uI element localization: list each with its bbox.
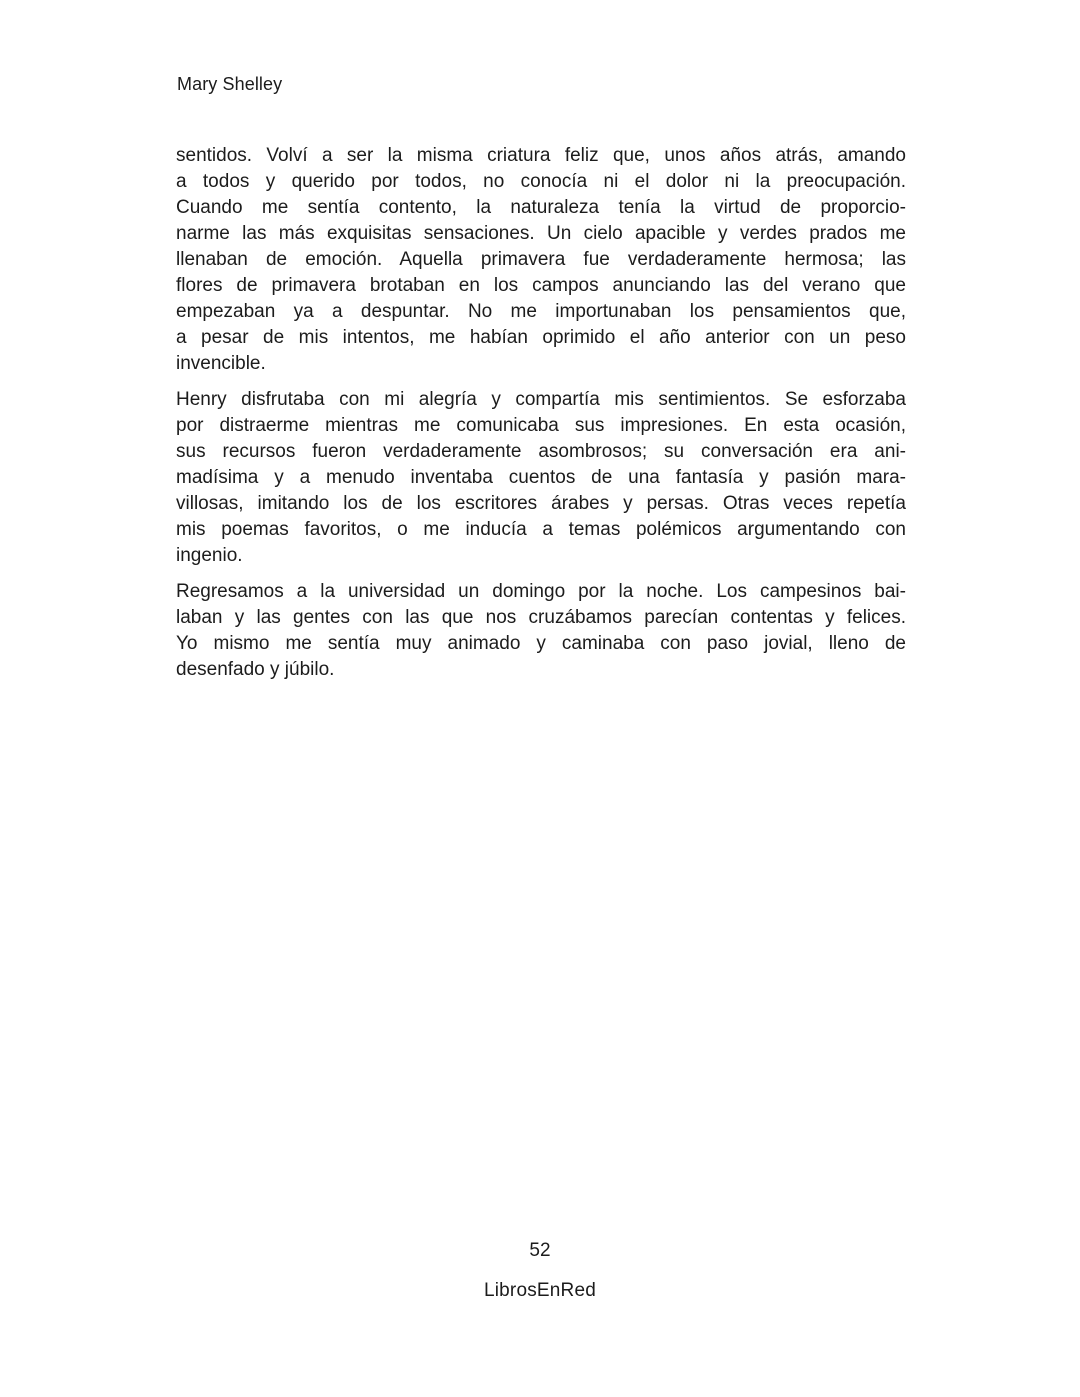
text-line: flores de primavera brotaban en los campos anunciando las del verano que xyxy=(176,275,906,296)
text-line: sentidos. Volví a ser la misma criatura feliz que, unos años atrás, amando xyxy=(176,145,906,166)
text-line: empezaban ya a despuntar. No me importunaban los pensamientos que, xyxy=(176,301,906,322)
text-line: ingenio. xyxy=(176,545,243,566)
text-line: madísima y a menudo inventaba cuentos de una fantasía y pasión mara- xyxy=(176,467,906,488)
text-line: a todos y querido por todos, no conocía ni el dolor ni la preocupación. xyxy=(176,171,906,192)
paragraph xyxy=(176,143,906,377)
paragraph xyxy=(176,387,906,569)
text-line: sus recursos fueron verdaderamente asombrosos; su conversación era ani- xyxy=(176,441,906,462)
text-line: a pesar de mis intentos, me habían oprimido el año anterior con un peso xyxy=(176,327,906,348)
text-line: Yo mismo me sentía muy animado y caminaba con paso jovial, lleno de xyxy=(176,633,906,654)
text-line: desenfado y júbilo. xyxy=(176,659,335,680)
body-text xyxy=(176,143,906,693)
text-line: villosas, imitando los de los escritores árabes y persas. Otras veces repetía xyxy=(176,493,906,514)
page-number: 52 xyxy=(529,1240,551,1261)
text-line: Henry disfrutaba con mi alegría y compartía mis sentimientos. Se esforzaba xyxy=(176,389,906,410)
text-line: mis poemas favoritos, o me inducía a temas polémicos argumentando con xyxy=(176,519,906,540)
text-line: por distraerme mientras me comunicaba sus impresiones. En esta ocasión, xyxy=(176,415,906,436)
text-line: laban y las gentes con las que nos cruzábamos parecían contentas y felices. xyxy=(176,607,906,628)
text-line: Cuando me sentía contento, la naturaleza tenía la virtud de proporcio- xyxy=(176,197,906,218)
running-header: Mary Shelley xyxy=(177,74,283,94)
text-line: narme las más exquisitas sensaciones. Un cielo apacible y verdes prados me xyxy=(176,223,906,244)
publisher-name: LibrosEnRed xyxy=(483,1280,597,1301)
text-line: llenaban de emoción. Aquella primavera fue verdaderamente hermosa; las xyxy=(176,249,906,270)
text-line: invencible. xyxy=(176,353,266,374)
text-line: Regresamos a la universidad un domingo por la noche. Los campesinos bai- xyxy=(176,581,906,602)
paragraph xyxy=(176,579,906,683)
